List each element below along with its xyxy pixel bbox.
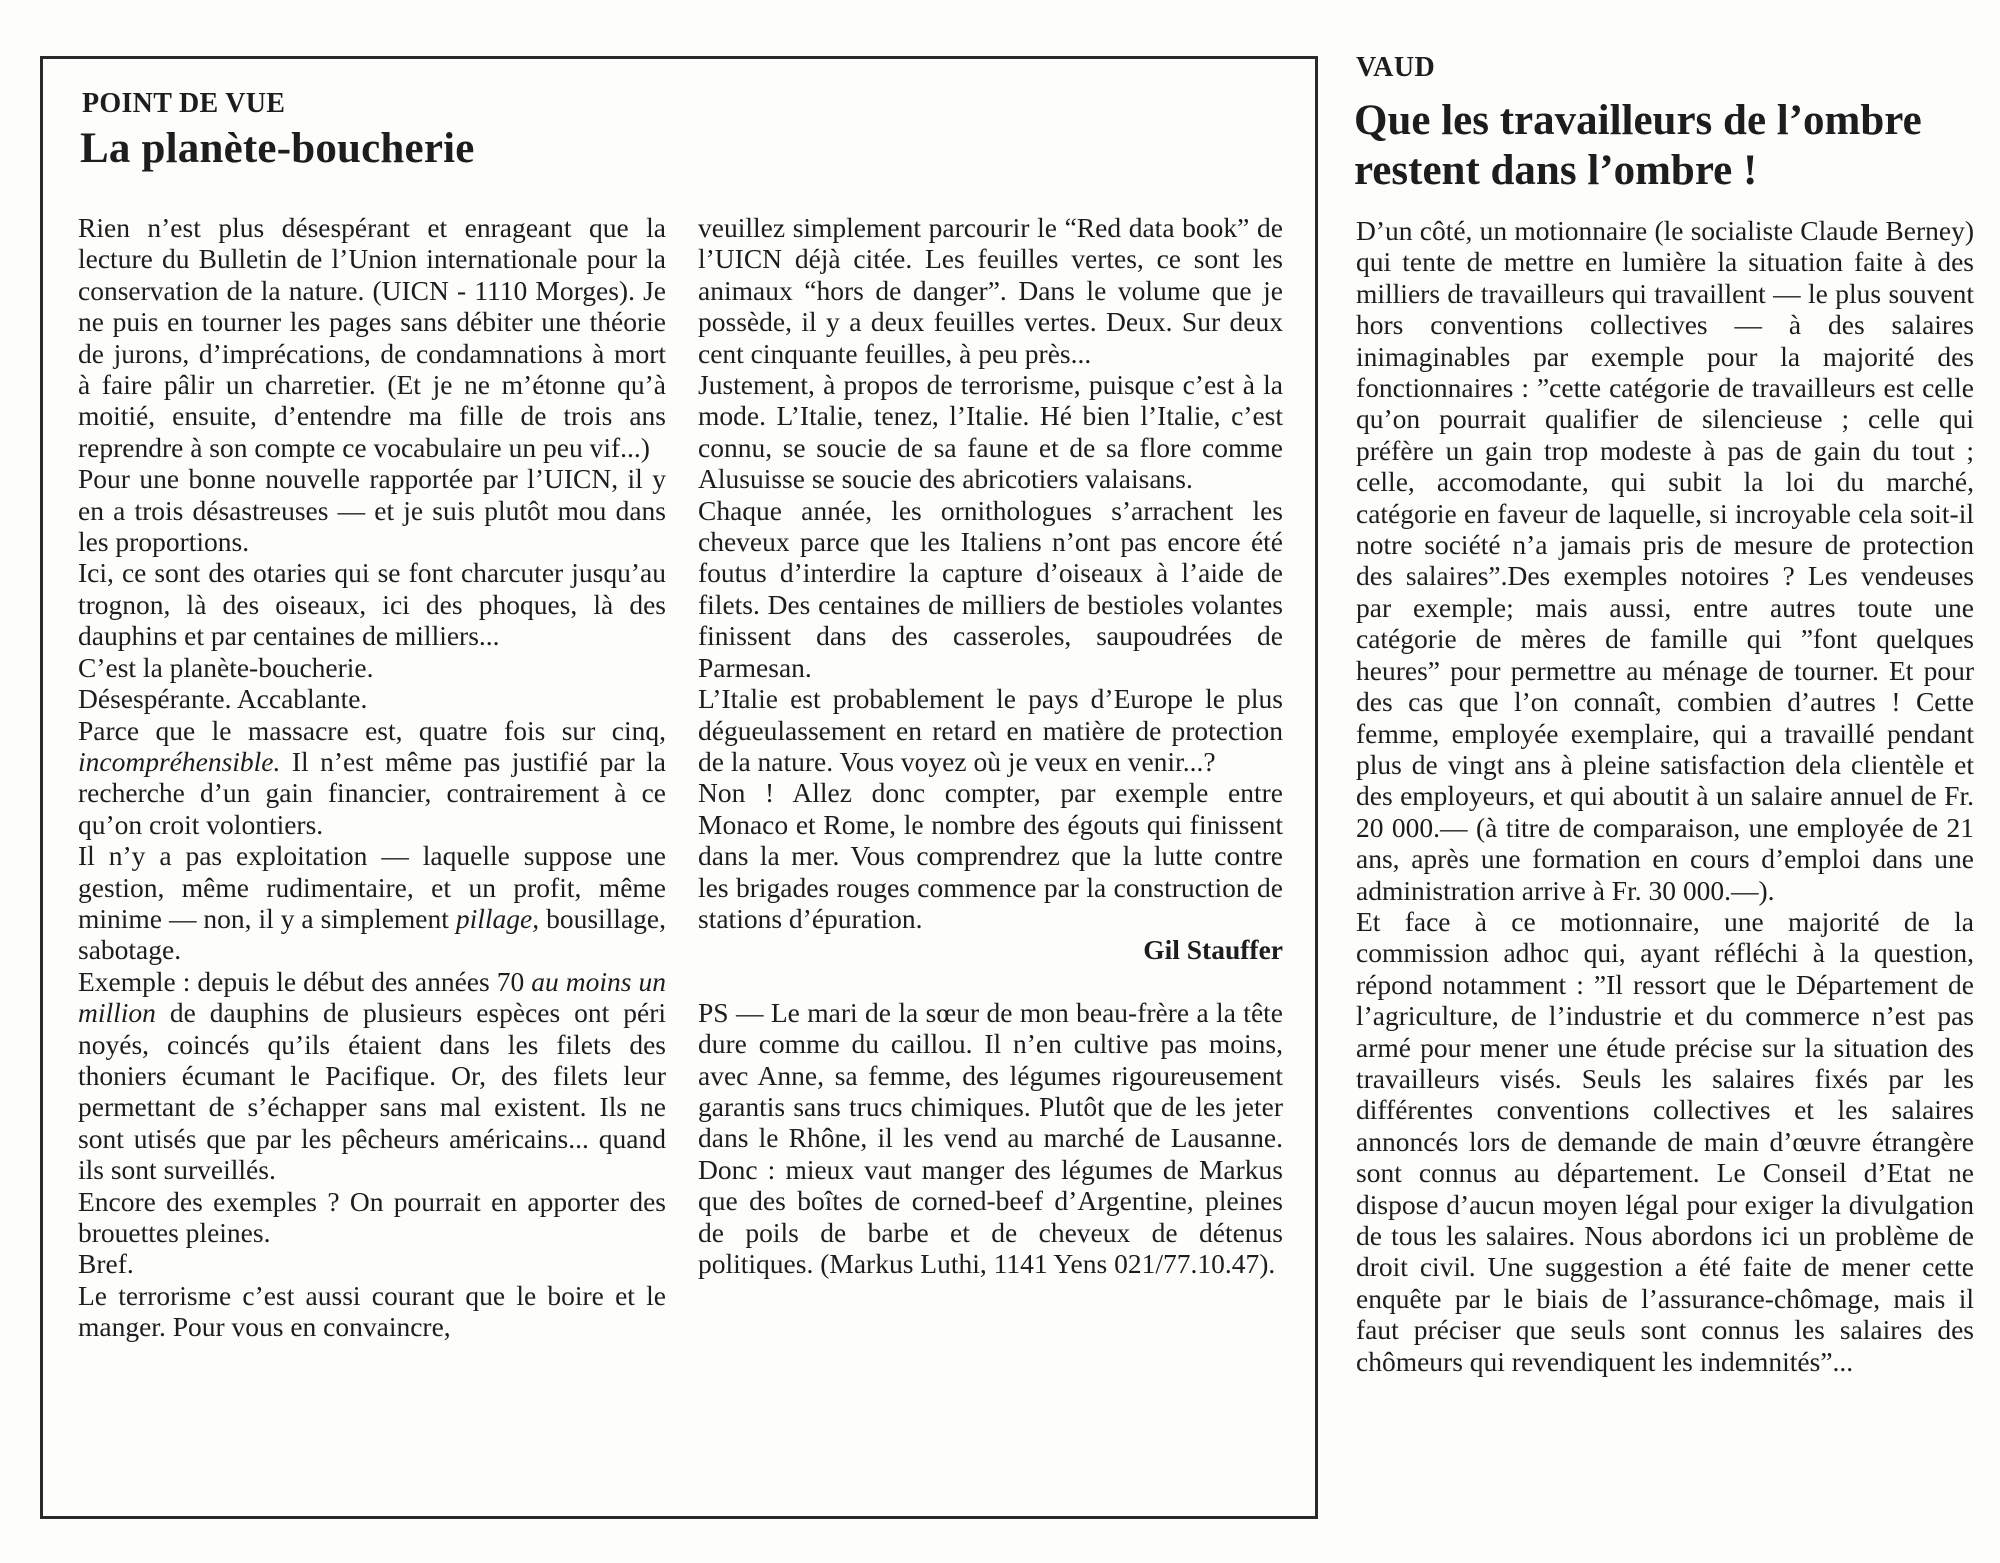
section-kicker: POINT DE VUE <box>82 88 286 119</box>
paragraph: Bref. <box>78 1248 134 1280</box>
paragraph <box>78 715 666 841</box>
emphasis: au moins un million <box>78 965 666 1029</box>
paragraph: Rien n’est plus désespérant et enrageant que la lecture du Bulletin de l’Union internationale pour la conservation de la nature. (UICN - 1110 Morges). Je ne puis en tourner les pages sans débiter une théorie de jurons, d’imprécations, de condamnations à mort à faire pâlir un charretier. (Et je ne m’étonne qu’à moitié, ensuite, d’entendre ma fille de trois ans reprendre à son compte ce vocabulaire un peu vif...) <box>78 212 666 463</box>
emphasis: pillage, <box>455 902 540 934</box>
paragraph: C’est la planète-boucherie. <box>78 651 374 683</box>
paragraph: Chaque année, les ornithologues s’arrachent les cheveux parce que les Italiens n’ont pas encore été foutus d’interdire la capture d’oiseaux à l’aide de filets. Des centaines de milliers de bestioles volantes finissent dans des casseroles, saupoudrées de Parmesan. <box>698 494 1283 683</box>
text-run: de dauphins de plusieurs espèces ont péri noyés, coincés qu’ils étaient dans les filets des thoniers écumant le Pacifique. Or, des filets leur permettant de s’échapper sans mal existent. Ils ne sont utisés que par les pêcheurs américains... quand ils sont surveillés. <box>78 997 666 1186</box>
paragraph: Ici, ce sont des otaries qui se font charcuter jusqu’au trognon, là des oiseaux, ici des phoques, là des dauphins et par centaines de milliers... <box>78 557 666 652</box>
paragraph: L’Italie est probablement le pays d’Europe le plus dégueulassement en retard en matière de protection de la nature. Vous voyez où je veux en venir...? <box>698 683 1283 777</box>
paragraph <box>78 966 666 1186</box>
postscript: PS — Le mari de la sœur de mon beau-frère a la tête dure comme du caillou. Il n’en cultive pas moins, avec Anne, sa femme, des légumes rigoureusement garantis sans trucs chimiques. Plutôt que de les jeter dans le Rhône, il les vend au marché de Lausanne. Donc : mieux vaut manger des légumes de Markus que des boîtes de corned-beef d’Argentine, pleines de poils de barbe et de cheveux de détenus politiques. (Markus Luthi, 1141 Yens 021/77.10.47). <box>698 996 1283 1279</box>
paragraph: Justement, à propos de terrorisme, puisque c’est à la mode. L’Italie, tenez, l’Italie. Hé bien l’Italie, c’est connu, se soucie de sa faune et de sa flore comme Alusuisse se soucie des abricotiers valaisans. <box>698 369 1283 495</box>
paragraph: D’un côté, un motionnaire (le socialiste Claude Berney) qui tente de mettre en lumière la situation faite à des milliers de travailleurs qui travaillent — le plus souvent hors conventions collectives — à des salaires inimaginables par exemple pour la majorité des fonctionnaires : ”cette catégorie de travailleurs est celle qu’on pourrait qualifier de silencieuse ; celle qui préfère un gain trop modeste à pas de gain du tout ; celle, accomodante, qui subit la loi du marché, catégorie en faveur de laquelle, si incroyable cela soit-il notre société n’a jamais pris de mesure de protection des salaires”.Des exemples notoires ? Les vendeuses par exemple; mais aussi, entre autres toute une catégorie de mères de famille qui ”font quelques heures” pour permettre au ménage de tourner. Et pour des cas que l’on connaît, combien d’autres ! Cette femme, employée exemplaire, qui a travaillé pendant plus de vingt ans à pleine satisfaction dela clientèle et des employeurs, et qui aboutit à un salaire annuel de Fr. 20 000.— (à titre de comparaison, une employée de 21 ans, après une formation en cours d’emploi dans une administration arrive à Fr. 30 000.—). <box>1356 215 1974 906</box>
author-signature: Gil Stauffer <box>1143 934 1283 966</box>
paragraph: Encore des exemples ? On pourrait en apporter des brouettes pleines. <box>78 1185 666 1248</box>
text-run: bousillage, sabotage. <box>78 902 666 966</box>
section-kicker: VAUD <box>1356 52 1436 83</box>
text-run: Il n’est même pas justifié par la recherche d’un gain financier, contrairement à ce qu’on croit volontiers. <box>78 745 666 840</box>
paragraph: Désespérante. Accablante. <box>78 683 368 715</box>
paragraph: Pour une bonne nouvelle rapportée par l’UICN, il y en a trois désastreuses — et je suis plutôt mou dans les proportions. <box>78 463 666 558</box>
paragraph: Et face à ce motionnaire, une majorité de la commission adhoc qui, ayant réfléchi à la question, répond notamment : ”Il ressort que le Département de l’agriculture, de l’industrie et du commerce n’est pas armé pour mener une étude précise sur la situation des travailleurs visés. Seuls les salaires fixés par les différentes conventions collectives et les salaires annoncés lors de demande de main d’œuvre étrangère sont connus au département. Le Conseil d’Etat ne dispose d’aucun moyen légal pour exiger la divulgation de tous les salaires. Nous abordons ici un problème de droit civil. Une suggestion a été faite de mener cette enquête par le biais de l’assurance-chômage, mais il faut préciser que seuls sont connus les salaires des chômeurs qui revendiquent les indemnités”... <box>1356 905 1974 1377</box>
article-headline: La planète-boucherie <box>80 125 475 172</box>
emphasis: incompréhensible. <box>78 745 281 777</box>
article-column-3 <box>1356 215 1974 1377</box>
article-column-2 <box>698 212 1283 1279</box>
paragraph: Le terrorisme c’est aussi courant que le boire et le manger. Pour vous en convaincre, <box>78 1279 666 1343</box>
article-headline: Que les travailleurs de l’ombre restent dans l’ombre ! <box>1354 97 1922 194</box>
paragraph: Non ! Allez donc compter, par exemple entre Monaco et Rome, le nombre des égouts qui finissent dans la mer. Vous comprendrez que la lutte contre les brigades rouges commence par la construction de stations d’épuration. <box>698 777 1283 934</box>
article-column-1 <box>78 212 666 1343</box>
text-run: Il n’y a pas exploitation — laquelle suppose une gestion, même rudimentaire, et un profit, même minime — non, il y a simplement <box>78 840 666 934</box>
paragraph: veuillez simplement parcourir le “Red data book” de l’UICN déjà citée. Les feuilles vertes, ce sont les animaux “hors de danger”. Dans le volume que je possède, il y a deux feuilles vertes. Deux. Sur deux cent cinquante feuilles, à peu près... <box>698 212 1283 369</box>
text-run: Parce que le massacre est, quatre fois sur cinq, <box>78 714 666 746</box>
text-run: Exemple : depuis le début des années 70 <box>78 965 532 997</box>
paragraph <box>78 840 666 966</box>
